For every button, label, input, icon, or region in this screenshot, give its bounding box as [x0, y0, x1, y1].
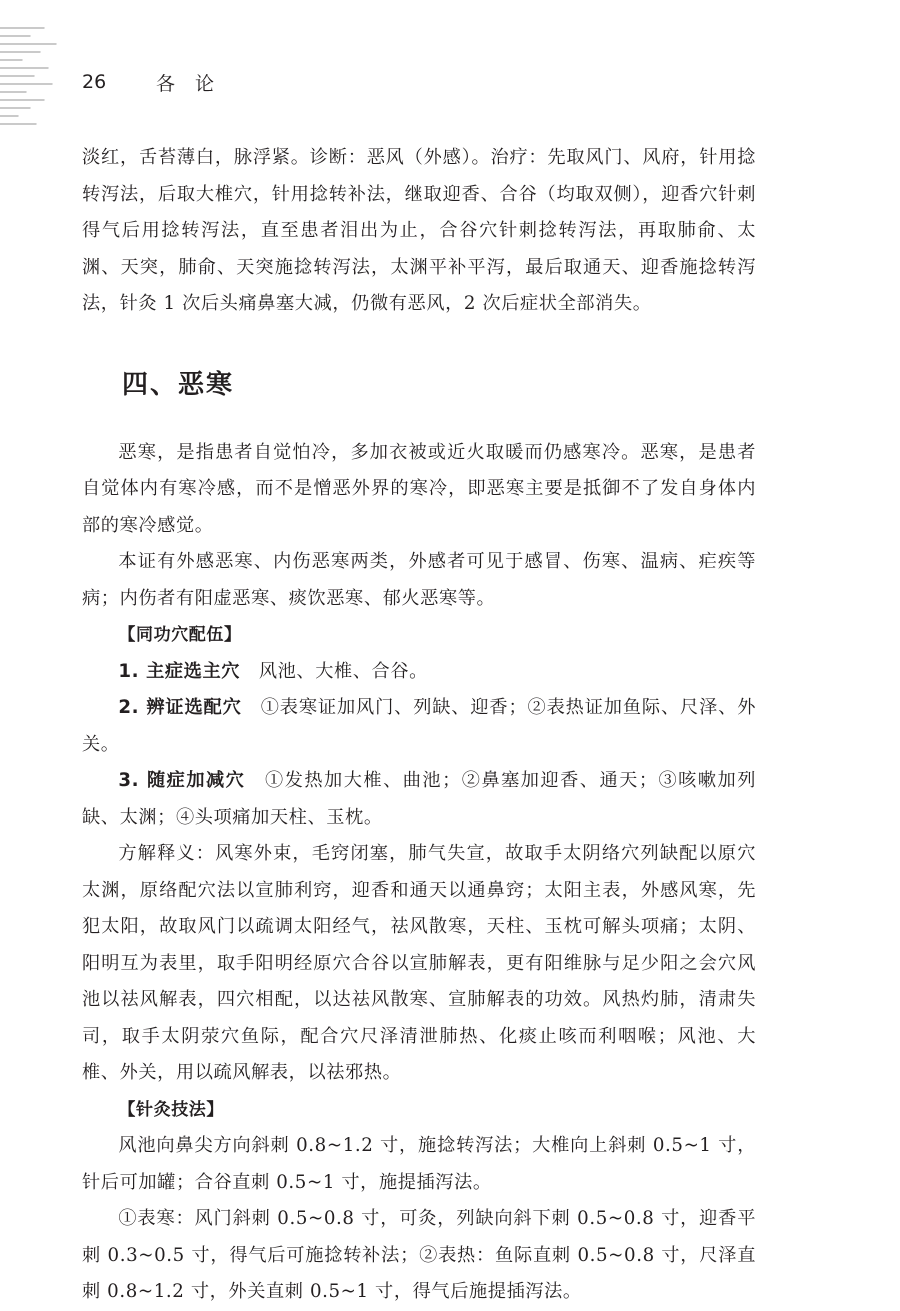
technique-paragraph: 风池向鼻尖方向斜刺 0.8~1.2 寸，施捻转泻法；大椎向上斜刺 0.5~1 寸，针后可加罐；合谷直刺 0.5~1 寸，施提插泻法。 — [82, 1135, 756, 1193]
page-number: 26 — [82, 71, 107, 93]
definition-paragraph: 恶寒，是指患者自觉怕冷，多加衣被或近火取暖而仍感寒冷。恶寒，是患者自觉体内有寒冷感，而不是憎恶外界的寒冷，即恶寒主要是抵御不了发自身体内部的寒冷感觉。 — [82, 441, 756, 536]
item-text: 风池、大椎、合谷。 — [258, 660, 428, 682]
item-symptom-points — [82, 763, 756, 836]
classification-paragraph: 本证有外感恶寒、内伤恶寒两类，外感者可见于感冒、伤寒、温病、疟疾等病；内伤者有阳虚恶寒、痰饮恶寒、郁火恶寒等。 — [82, 551, 756, 609]
page-body — [82, 140, 756, 1311]
page-header — [82, 68, 234, 96]
item-differentiation-points — [82, 690, 756, 763]
item-label: 3. 随症加减穴 — [118, 770, 246, 791]
running-head: 各论 — [156, 72, 235, 95]
section-title: 四、恶寒 — [122, 369, 235, 400]
explanation-paragraph: 方解释义：风寒外束，毛窍闭塞，肺气失宣，故取手太阴络穴列缺配以原穴太渊，原络配穴法以宣肺利窍，迎香和通天以通鼻窍；太阳主表，外感风寒，先犯太阳，故取风门以疏调太阳经气，祛风散寒，天柱、玉枕可解头项痛；太阴、阳明互为表里，取手阳明经原穴合谷以宣肺解表，更有阳维脉与足少阳之会穴风池以祛风解表，四穴相配，以达祛风散寒、宣肺解表的功效。风热灼肺，清肃失司，取手太阴荥穴鱼际，配合穴尺泽清泄肺热、化痰止咳而利咽喉；风池、大椎、外关，用以疏风解表，以祛邪热。 — [82, 843, 756, 1083]
subheading-acupoint-pairing: 【同功穴配伍】 — [118, 625, 242, 645]
technique-detail-paragraph: ①表寒：风门斜刺 0.5~0.8 寸，可灸，列缺向斜下刺 0.5~0.8 寸，迎香平刺 0.3~0.5 寸，得气后可施捻转补法；②表热：鱼际直刺 0.5~0.8 寸，尺泽直刺 0.8~1.2 寸，外关直刺 0.5~1 寸，得气后施提插泻法。 — [82, 1208, 756, 1302]
item-main-points — [82, 654, 756, 691]
item-label: 2. 辨证选配穴 — [118, 697, 242, 718]
subheading-technique: 【针灸技法】 — [118, 1099, 224, 1120]
item-text: ①表寒证加风门、列缺、迎香；②表热证加鱼际、尺泽、外关。 — [82, 697, 756, 755]
item-text: ①发热加大椎、曲池；②鼻塞加迎香、通天；③咳嗽加列缺、太渊；④头项痛加天柱、玉枕。 — [82, 770, 756, 828]
item-label: 1. 主症选主穴 — [118, 660, 241, 682]
case-paragraph: 淡红，舌苔薄白，脉浮紧。诊断：恶风（外感）。治疗：先取风门、风府，针用捻转泻法，后取大椎穴，针用捻转补法，继取迎香、合谷（均取双侧），迎香穴针刺得气后用捻转泻法，直至患者泪出为止，合谷穴针刺捻转泻法，再取肺俞、太渊、天突，肺俞、天突施捻转泻法，太渊平补平泻，最后取通天、迎香施捻转泻法，针灸 1 次后头痛鼻塞大减，仍微有恶风，2 次后症状全部消失。 — [82, 147, 756, 314]
decorative-stripes — [0, 22, 60, 132]
